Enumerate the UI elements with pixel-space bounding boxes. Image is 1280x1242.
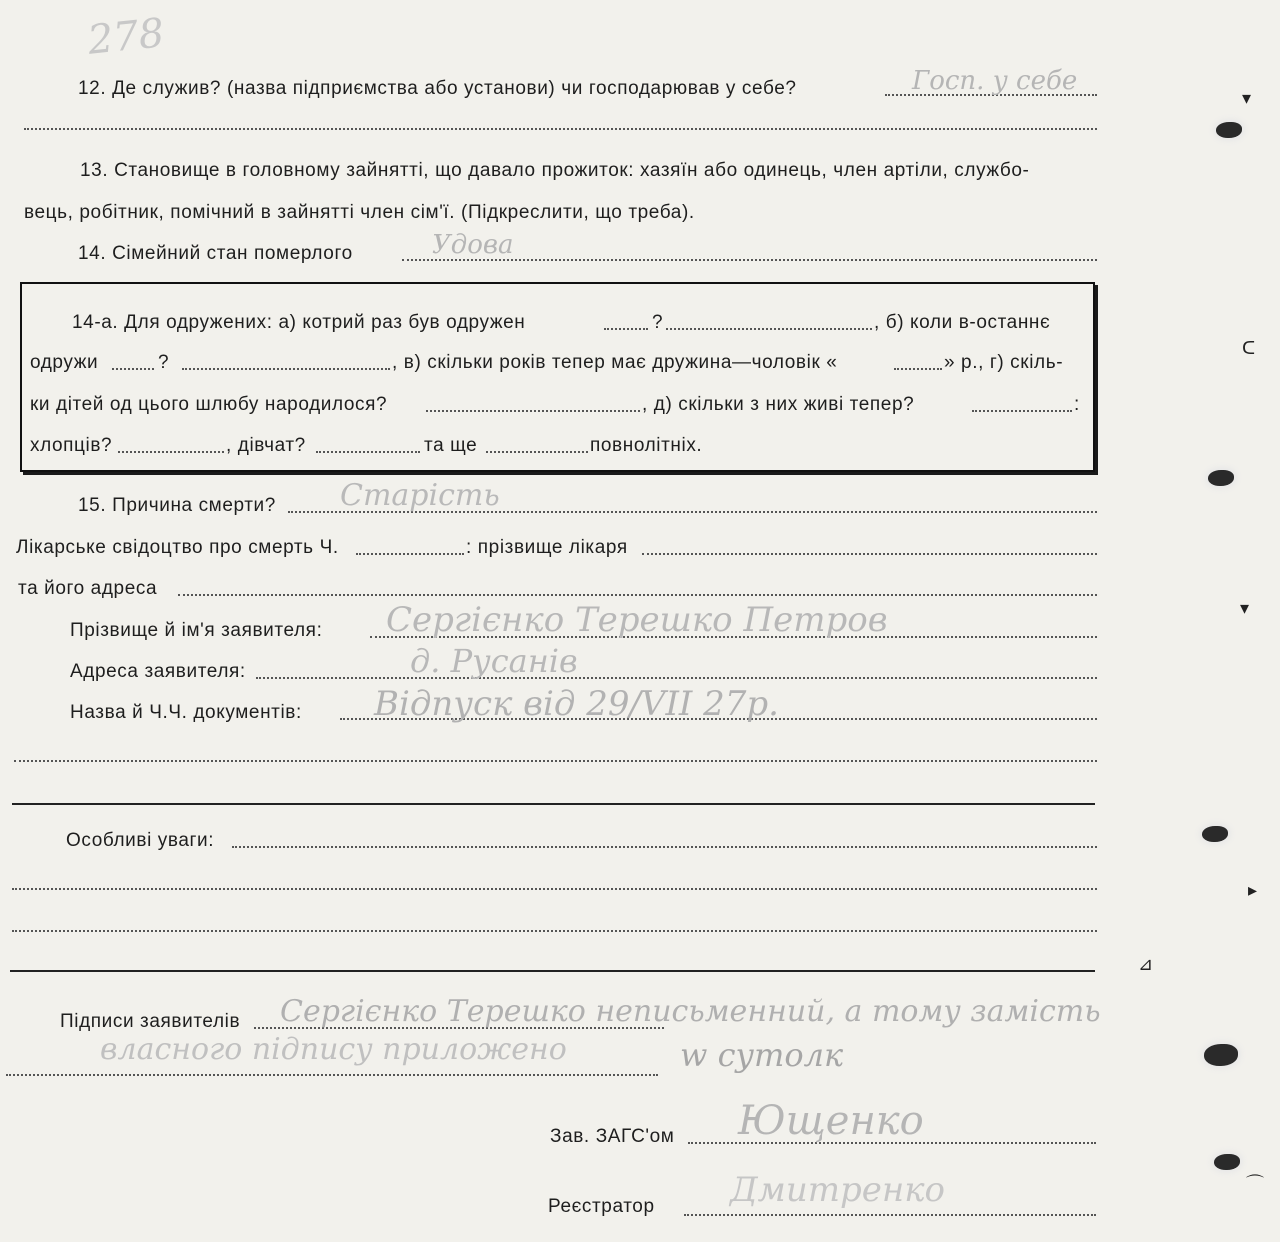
applicant-address-label: Адреса заявителя: — [70, 661, 246, 682]
q14a-b-cont: одружи — [30, 352, 99, 373]
doctor-address-label: та його адреса — [18, 578, 158, 599]
registrar-label: Реєстратор — [548, 1196, 655, 1217]
q14a-and-more: та ще — [424, 435, 478, 456]
q14-answer: Удова — [432, 230, 514, 260]
binding-mark: ⌒ — [1246, 1174, 1264, 1194]
binding-hole — [1208, 470, 1234, 486]
q14a-more-line — [486, 451, 588, 453]
q14-label: 14. Сімейний стан померлого — [78, 243, 353, 264]
binding-mark: ▸ — [1248, 880, 1258, 900]
q14a-b-line-2 — [182, 368, 390, 370]
q14a-boys-line — [118, 451, 224, 453]
q14a-v-label: , в) скільки років тепер має дружина—чоловік « — [392, 352, 838, 373]
q14a-a-line — [604, 328, 648, 330]
q12-answer-line-2 — [24, 128, 1097, 130]
binding-mark: ᑕ — [1242, 338, 1256, 358]
doctor-surname-label: : прізвище лікаря — [466, 537, 628, 558]
doctor-cert-label: Лікарське свідоцтво про смерть Ч. — [16, 537, 339, 558]
q14a-girls-line — [316, 451, 420, 453]
notes-label: Особливі уваги: — [66, 830, 215, 851]
q15-label: 15. Причина смерти? — [78, 495, 276, 516]
applicant-name-value: Сергієнко Терешко Петров — [386, 600, 888, 640]
binding-hole — [1202, 826, 1228, 842]
registrar-line — [684, 1214, 1096, 1216]
doctor-address-line — [178, 594, 1097, 596]
q14a-g-cont: ки дітей од цього шлюбу народилося? — [30, 394, 388, 415]
applicant-docs-label: Назва й Ч.Ч. документів: — [70, 702, 302, 723]
q14a-a-label: 14-а. Для одружених: а) котрий раз був одружен — [72, 312, 526, 333]
q14a-adults: повнолітніх. — [590, 435, 703, 456]
applicant-docs-value: Відпуск від 29/VII 27р. — [374, 684, 779, 724]
signatures-text-1: Сергієнко Терешко неписьменний, а тому замість — [280, 994, 1101, 1029]
extra-line-1 — [14, 760, 1097, 762]
binding-holes — [1138, 0, 1280, 1242]
q14a-g-line — [426, 410, 640, 412]
binding-mark: ⊿ — [1138, 954, 1154, 974]
q14a-d-label: , д) скільки з них живі тепер? — [642, 394, 915, 415]
notes-line-2 — [12, 888, 1097, 890]
binding-hole — [1214, 1154, 1240, 1170]
applicant-address-value: д. Русанів — [410, 642, 578, 680]
q14a-b-line — [112, 368, 154, 370]
q13-line2: вець, робітник, помічний в зайнятті член сім'ї. (Підкреслити, що треба). — [24, 202, 695, 223]
binding-mark: ▾ — [1240, 598, 1250, 618]
doctor-surname-line — [642, 553, 1097, 555]
q15-answer: Старість — [340, 478, 500, 513]
q14a-d-line — [972, 410, 1072, 412]
notes-line-3 — [12, 930, 1097, 932]
q14a-q-mark-2: ? — [158, 352, 170, 373]
q12-label: 12. Де служив? (назва підприємства або установи) чи господарював у себе? — [78, 78, 797, 99]
archive-number: 278 — [85, 10, 167, 64]
q14a-a-line-2 — [666, 328, 872, 330]
applicant-address-line — [256, 677, 1097, 679]
binding-mark: ▾ — [1242, 88, 1252, 108]
registrar-signature: Дмитренко — [730, 1170, 946, 1210]
q14a-b-label: , б) коли в-останнє — [874, 312, 1051, 333]
q14a-v-end: » р., г) скіль- — [944, 352, 1064, 373]
binding-hole — [1204, 1044, 1238, 1066]
q14a-boys-label: хлопців? — [30, 435, 113, 456]
q14a-q-mark: ? — [652, 312, 664, 333]
applicant-name-label: Прізвище й ім'я заявителя: — [70, 620, 323, 641]
q14a-married-box — [20, 282, 1095, 472]
zags-head-signature: Ющенко — [738, 1098, 924, 1144]
signatures-text-2: власного підпису приложено — [100, 1032, 567, 1067]
q14a-v-line — [894, 368, 942, 370]
binding-hole — [1216, 122, 1242, 138]
section-divider-1 — [12, 803, 1095, 805]
zags-head-label: Зав. ЗАГС'ом — [550, 1126, 675, 1147]
notes-line-1 — [232, 846, 1097, 848]
section-divider-2 — [10, 970, 1095, 972]
q14a-d-end: : — [1074, 394, 1080, 415]
q14a-girls-label: , дівчат? — [226, 435, 306, 456]
q12-answer: Госп. у себе — [912, 66, 1078, 96]
signatures-line-2 — [6, 1074, 658, 1076]
signatures-label: Підписи заявителів — [60, 1011, 241, 1032]
q13-line1: 13. Становище в головному зайнятті, що давало прожиток: хазяїн або одинець, член артіли, службо- — [80, 160, 1030, 181]
doctor-cert-line — [356, 553, 464, 555]
signatures-text-3: w сутолк — [680, 1036, 844, 1074]
